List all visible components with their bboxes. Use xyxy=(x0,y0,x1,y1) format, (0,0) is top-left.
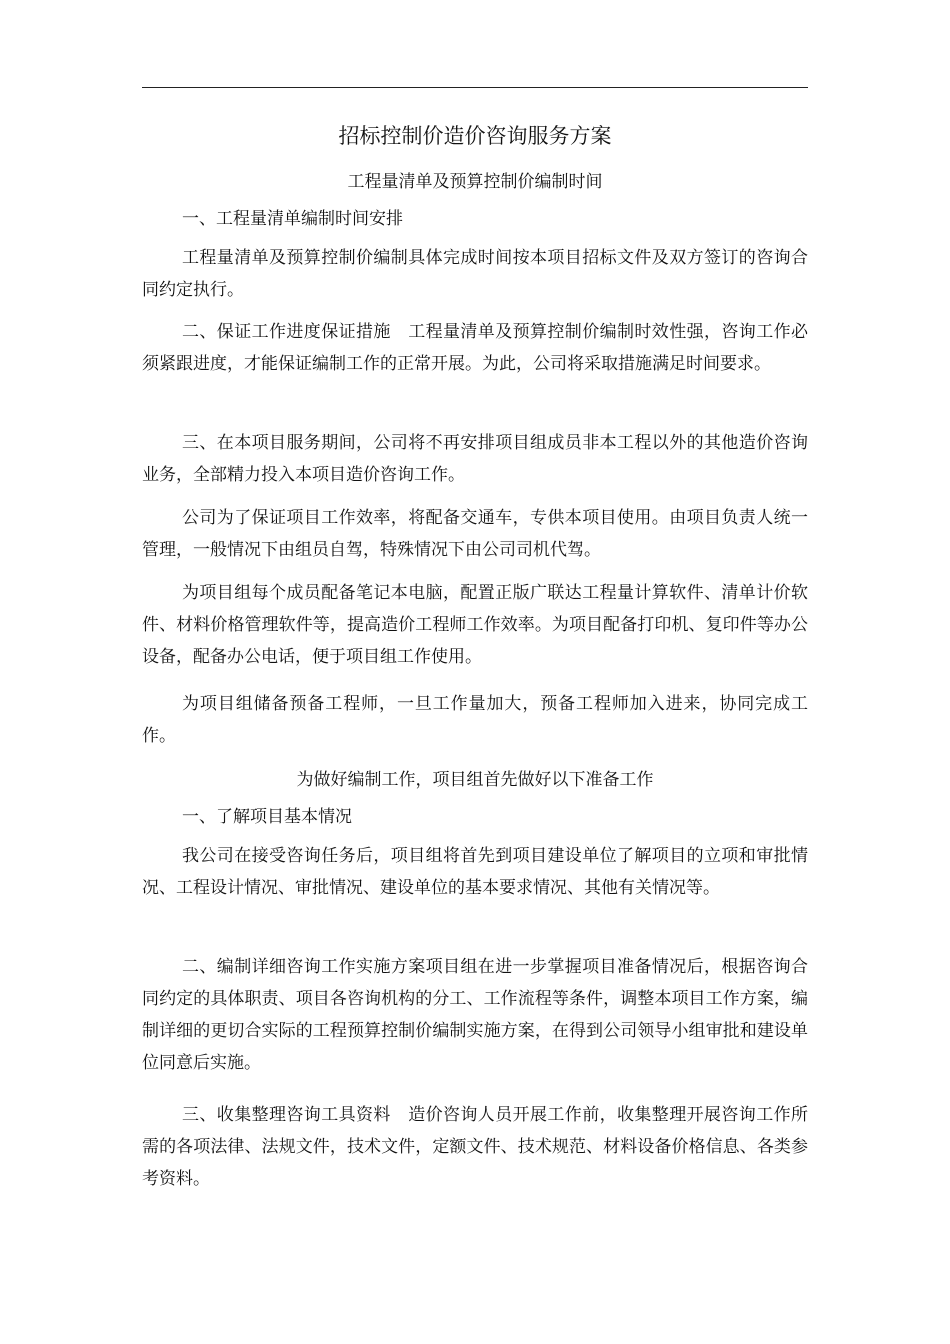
section-subtitle-preparation: 为做好编制工作，项目组首先做好以下准备工作 xyxy=(296,770,654,790)
paragraph-progress-measures: 二、保证工作进度保证措施 工程量清单及预算控制价编制时效性强，咨询工作必须紧跟进度，才能保证编制工作的正常开展。为此，公司将采取措施满足时间要求。 xyxy=(142,322,808,374)
paragraph-vehicle: 公司为了保证项目工作效率，将配备交通车，专供本项目使用。由项目负责人统一管理，一般情况下由组员自驾，特殊情况下由公司司机代驾。 xyxy=(142,508,808,560)
paragraph-schedule: 工程量清单及预算控制价编制具体完成时间按本项目招标文件及双方签订的咨询合同约定执行。 xyxy=(142,248,808,300)
header-rule xyxy=(142,87,808,88)
paragraph-staffing: 三、在本项目服务期间，公司将不再安排项目组成员非本工程以外的其他造价咨询业务，全部精力投入本项目造价咨询工作。 xyxy=(142,433,808,485)
paragraph-project-info: 我公司在接受咨询任务后，项目组将首先到项目建设单位了解项目的立项和审批情况、工程设计情况、审批情况、建设单位的基本要求情况、其他有关情况等。 xyxy=(142,846,808,898)
paragraph-equipment: 为项目组每个成员配备笔记本电脑，配置正版广联达工程量计算软件、清单计价软件、材料价格管理软件等，提高造价工程师工作效率。为项目配备打印机、复印件等办公设备，配备办公电话，便于项目组工作使用。 xyxy=(142,583,808,667)
paragraph-reserve-engineers: 为项目组储备预备工程师，一旦工作量加大，预备工程师加入进来，协同完成工作。 xyxy=(142,694,808,746)
document-title: 招标控制价造价咨询服务方案 xyxy=(338,124,612,148)
paragraph-reference-materials: 三、收集整理咨询工具资料 造价咨询人员开展工作前，收集整理开展咨询工作所需的各项法律、法规文件，技术文件，定额文件、技术规范、材料设备价格信息、各类参考资料。 xyxy=(142,1105,808,1189)
section-heading-schedule: 一、工程量清单编制时间安排 xyxy=(182,209,403,229)
paragraph-implementation-plan: 二、编制详细咨询工作实施方案项目组在进一步掌握项目准备情况后，根据咨询合同约定的具体职责、项目各咨询机构的分工、工作流程等条件，调整本项目工作方案，编制详细的更切合实际的工程预算控制价编制实施方案，在得到公司领导小组审批和建设单位同意后实施。 xyxy=(142,957,808,1073)
section-heading-project-info: 一、了解项目基本情况 xyxy=(182,807,352,827)
section-subtitle-schedule: 工程量清单及预算控制价编制时间 xyxy=(347,172,603,192)
